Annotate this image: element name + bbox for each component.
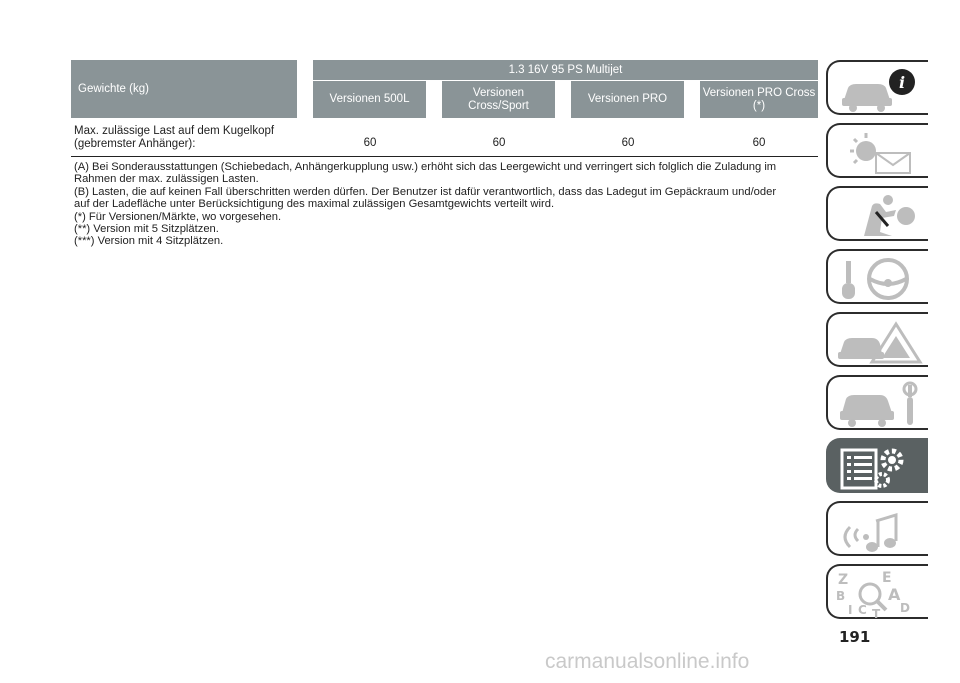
- row-label-line2: (gebremster Anhänger):: [74, 138, 196, 150]
- svg-text:D: D: [900, 601, 910, 615]
- car-maintenance-icon: [836, 381, 926, 429]
- svg-text:B: B: [836, 589, 846, 603]
- watermark: carmanualsonline.info: [545, 650, 750, 673]
- svg-text:Z: Z: [838, 572, 849, 588]
- svg-text:i: i: [899, 73, 906, 92]
- header-weights-label: Gewichte (kg): [78, 83, 149, 95]
- tab-emergency[interactable]: [826, 312, 928, 367]
- value-pro-cross: 60: [752, 137, 766, 149]
- footnote-line: Rahmen der max. zulässigen Lasten.: [74, 173, 259, 186]
- svg-text:C: C: [858, 603, 867, 617]
- technical-data-icon: [836, 444, 926, 492]
- tab-starting-driving[interactable]: [826, 249, 928, 304]
- index-search-icon: [836, 570, 926, 618]
- value-pro: 60: [621, 137, 635, 149]
- column-header-pro-cross: Versionen PRO Cross (*): [700, 81, 818, 118]
- footnotes: [74, 161, 819, 248]
- emergency-car-icon: [836, 318, 926, 366]
- airbag-seat-icon: [836, 192, 926, 240]
- footnote-line: (**) Version mit 5 Sitzplätzen.: [74, 223, 219, 236]
- footnote-line: (A) Bei Sonderausstattungen (Schiebedach, Anhängerkupplung usw.) erhöht sich das Leergewicht und verringert sich folglich die Zuladung im: [74, 161, 777, 173]
- row-divider: [71, 156, 818, 157]
- table-header-engine: 1.3 16V 95 PS Multijet: [313, 60, 818, 80]
- tab-multimedia[interactable]: [826, 501, 928, 556]
- footnote-line: (*) Für Versionen/Märkte, wo vorgesehen.: [74, 210, 282, 223]
- row-label: [74, 125, 274, 151]
- value-cross-sport: 60: [492, 137, 506, 149]
- key-steering-wheel-icon: [836, 255, 926, 303]
- tab-safety[interactable]: [826, 186, 928, 241]
- tab-index[interactable]: [826, 564, 928, 619]
- tab-maintenance[interactable]: [826, 375, 928, 430]
- svg-text:T: T: [872, 607, 881, 618]
- warning-lights-icon: [836, 129, 926, 177]
- value-500l: 60: [363, 137, 377, 149]
- svg-text:A: A: [888, 585, 901, 604]
- column-header-pro: Versionen PRO: [571, 81, 684, 118]
- tab-technical-data[interactable]: [826, 438, 928, 493]
- svg-text:E: E: [882, 570, 892, 586]
- page-number: 191: [839, 628, 871, 646]
- car-info-icon: [836, 66, 926, 114]
- table-header-weights: [71, 60, 297, 118]
- tab-warning-lights[interactable]: [826, 123, 928, 178]
- footnote-line: (***) Version mit 4 Sitzplätzen.: [74, 235, 224, 248]
- row-label-line1: Max. zulässige Last auf dem Kugelkopf: [74, 125, 275, 137]
- svg-text:I: I: [848, 603, 853, 617]
- tab-car-info[interactable]: [826, 60, 928, 115]
- multimedia-icon: [836, 507, 926, 555]
- column-header-500l: Versionen 500L: [313, 81, 426, 118]
- footnote-line: auf der Ladefläche unter Berücksichtigung des maximal zulässigen Gesamtgewichts verteilt wird.: [74, 198, 555, 211]
- column-header-cross-sport: Versionen Cross/Sport: [442, 81, 555, 118]
- footnote-line: (B) Lasten, die auf keinen Fall überschritten werden dürfen. Der Benutzer ist dafür verantwortlich, dass das Ladegut im Gepäckraum und/oder: [74, 185, 777, 198]
